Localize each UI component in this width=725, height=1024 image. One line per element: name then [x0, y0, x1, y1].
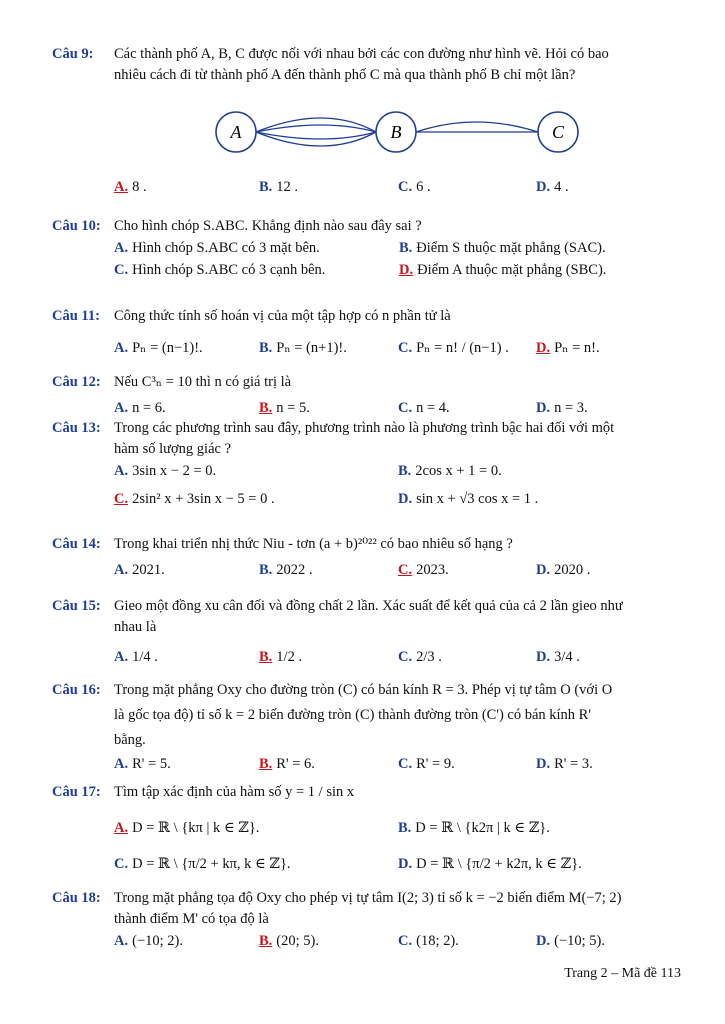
option-c — [398, 337, 509, 359]
text: D = ℝ \ {π/2 + k2π, k ∈ ℤ}. — [416, 856, 582, 872]
text — [114, 44, 677, 86]
option-label: A. — [114, 756, 129, 772]
option-c — [398, 930, 459, 952]
option-d — [536, 559, 590, 581]
text: 1/2 . — [276, 649, 303, 665]
text: n = 4. — [416, 400, 450, 416]
question-11 — [52, 306, 677, 359]
question-18 — [52, 888, 677, 952]
option-label: A. — [114, 240, 129, 256]
question-14 — [52, 534, 677, 581]
text — [114, 418, 677, 460]
text: Hình chóp S.ABC có 3 cạnh bên. — [132, 262, 326, 278]
option-label: A. — [114, 340, 129, 356]
question-17 — [52, 782, 677, 875]
question-10 — [52, 216, 677, 281]
text: R' = 5. — [132, 756, 171, 772]
question-number: Câu 14: — [52, 536, 101, 552]
option-label: D. — [398, 856, 413, 872]
text: 2023. — [416, 562, 449, 578]
option-label: A. — [114, 400, 129, 416]
option-label: C. — [398, 179, 413, 195]
option-c — [114, 488, 275, 510]
road-b-c-1 — [416, 122, 538, 132]
text: Công thức tính số hoán vị của một tập hợp có n phần tử là — [114, 308, 451, 324]
option-label: C. — [114, 491, 129, 507]
option-b — [398, 817, 550, 839]
text: 1/4 . — [132, 649, 158, 665]
option-a — [114, 559, 165, 581]
option-c — [114, 853, 291, 875]
option-b — [259, 397, 310, 419]
option-label: C. — [398, 756, 413, 772]
option-label: A. — [114, 463, 129, 479]
text: Hình chóp S.ABC có 3 mặt bên. — [132, 240, 320, 256]
text: 4 . — [554, 179, 569, 195]
text: Gieo một đồng xu cân đối và đồng chất 2 lần. Xác suất để kết quả của cả 2 lần gieo như — [114, 598, 623, 614]
question-16 — [52, 678, 677, 775]
option-label: B. — [259, 933, 273, 949]
text: 12 . — [276, 179, 299, 195]
text: Trong mặt phẳng tọa độ Oxy cho phép vị tự tâm I(2; 3) tỉ số k = −2 biến điểm M(−7; 2) — [114, 890, 622, 906]
option-a — [114, 237, 320, 259]
option-a — [114, 397, 166, 419]
question-number: Câu 12: — [52, 374, 101, 390]
text: Cho hình chóp S.ABC. Khẳng định nào sau đây sai ? — [114, 218, 422, 234]
node-b-label: B — [390, 122, 402, 142]
option-c — [398, 397, 450, 419]
option-a — [114, 817, 259, 839]
text: 3/4 . — [554, 649, 580, 665]
node-a-label: A — [230, 122, 242, 142]
option-d — [398, 488, 538, 510]
text: Trong mặt phẳng Oxy cho đường tròn (C) có bán kính R = 3. Phép vị tự tâm O (với O — [114, 682, 613, 698]
text: (20; 5). — [276, 933, 319, 949]
text: hàm số lượng giác ? — [114, 441, 231, 457]
option-a — [114, 460, 216, 482]
option-a — [114, 337, 203, 359]
question-number: Câu 9: — [52, 46, 94, 62]
text: Điểm A thuộc mặt phẳng (SBC). — [417, 262, 607, 278]
text: R' = 3. — [554, 756, 593, 772]
text: R' = 6. — [276, 756, 315, 772]
option-a — [114, 753, 171, 775]
option-label: A. — [114, 933, 129, 949]
question-15 — [52, 596, 677, 668]
option-label: D. — [536, 933, 551, 949]
option-label: C. — [398, 562, 413, 578]
question-number: Câu 10: — [52, 218, 101, 234]
option-label: D. — [536, 179, 551, 195]
option-label: B. — [259, 400, 273, 416]
text: 2021. — [132, 562, 165, 578]
option-label: B. — [259, 649, 273, 665]
text: (−10; 2). — [132, 933, 183, 949]
question-number: Câu 18: — [52, 890, 101, 906]
text: 2020 . — [554, 562, 591, 578]
city-road-diagram — [210, 104, 610, 160]
option-label: A. — [114, 820, 129, 836]
option-label: C. — [398, 649, 413, 665]
question-9 — [52, 44, 677, 86]
option-d — [536, 397, 588, 419]
option-label: C. — [398, 340, 413, 356]
text: Pₙ = (n+1)!. — [276, 340, 347, 356]
option-d — [536, 930, 605, 952]
question-number: Câu 13: — [52, 420, 101, 436]
option-label: C. — [398, 400, 413, 416]
option-label: B. — [259, 756, 273, 772]
option-a — [114, 930, 183, 952]
text: 3sin x − 2 = 0. — [132, 463, 217, 479]
text: 2/3 . — [416, 649, 442, 665]
text: 2cos x + 1 = 0. — [415, 463, 502, 479]
text: Trong các phương trình sau đây, phương trình nào là phương trình bậc hai đối với một — [114, 420, 615, 436]
option-label: A. — [114, 649, 129, 665]
option-label: B. — [398, 463, 412, 479]
option-label: B. — [398, 820, 412, 836]
option-b — [259, 930, 319, 952]
node-c-label: C — [551, 122, 565, 142]
option-c — [114, 259, 325, 281]
option-c — [398, 646, 442, 668]
text: sin x + √3 cos x = 1 . — [416, 491, 539, 507]
option-label: C. — [114, 262, 129, 278]
option-d — [536, 646, 580, 668]
text: Pₙ = n! / (n−1) . — [416, 340, 509, 356]
text — [114, 596, 677, 638]
option-d — [536, 753, 593, 775]
text: n = 6. — [132, 400, 166, 416]
text: Pₙ = n!. — [554, 340, 600, 356]
option-label: D. — [536, 340, 551, 356]
page-footer: Trang 2 – Mã đề 113 — [564, 966, 681, 981]
question-9-options — [52, 176, 677, 198]
option-c — [398, 559, 449, 581]
option-label: B. — [259, 340, 273, 356]
option-b — [259, 646, 302, 668]
option-label: B. — [259, 562, 273, 578]
option-c — [398, 176, 431, 198]
text: 2022 . — [276, 562, 313, 578]
text: D = ℝ \ {π/2 + kπ, k ∈ ℤ}. — [132, 856, 291, 872]
text: thành điểm M' có tọa độ là — [114, 911, 269, 927]
question-line: nhiêu cách đi từ thành phố A đến thành phố C mà qua thành phố B chỉ một lần? — [114, 67, 576, 83]
question-line: Các thành phố A, B, C được nối với nhau bởi các con đường như hình vẽ. Hỏi có bao — [114, 46, 609, 62]
text: Nếu C³ₙ = 10 thì n có giá trị là — [114, 374, 292, 390]
option-label: D. — [398, 491, 413, 507]
option-label: C. — [114, 856, 129, 872]
text: Điểm S thuộc mặt phẳng (SAC). — [416, 240, 606, 256]
option-d — [536, 337, 600, 359]
question-12 — [52, 372, 677, 419]
question-number: Câu 16: — [52, 682, 101, 698]
option-c — [398, 753, 455, 775]
option-d — [399, 259, 606, 281]
text: 2sin² x + 3sin x − 5 = 0 . — [132, 491, 275, 507]
option-label: D. — [399, 262, 414, 278]
text: bằng. — [114, 732, 146, 748]
text: R' = 9. — [416, 756, 455, 772]
text — [114, 678, 677, 753]
option-label: B. — [259, 179, 273, 195]
question-number: Câu 15: — [52, 598, 101, 614]
option-b — [259, 337, 347, 359]
question-13 — [52, 418, 677, 510]
text: 6 . — [416, 179, 431, 195]
text: nhau là — [114, 619, 157, 635]
option-b — [259, 176, 298, 198]
option-label: A. — [114, 562, 129, 578]
option-label: D. — [536, 562, 551, 578]
text: D = ℝ \ {k2π | k ∈ ℤ}. — [415, 820, 550, 836]
option-label: D. — [536, 756, 551, 772]
option-label: D. — [536, 649, 551, 665]
question-number: Câu 11: — [52, 308, 100, 324]
question-number: Câu 17: — [52, 784, 101, 800]
option-a — [114, 646, 158, 668]
text: Pₙ = (n−1)!. — [132, 340, 203, 356]
option-b — [259, 559, 313, 581]
option-label: C. — [398, 933, 413, 949]
option-d — [536, 176, 569, 198]
option-d — [398, 853, 582, 875]
option-label: A. — [114, 179, 129, 195]
text: (−10; 5). — [554, 933, 605, 949]
text: 8 . — [132, 179, 147, 195]
text: D = ℝ \ {kπ | k ∈ ℤ}. — [132, 820, 260, 836]
option-label: B. — [399, 240, 413, 256]
text: Tìm tập xác định của hàm số y = 1 / sin x — [114, 784, 355, 800]
option-b — [399, 237, 606, 259]
option-b — [398, 460, 502, 482]
text: n = 3. — [554, 400, 588, 416]
text — [114, 888, 677, 930]
text: Trong khai triển nhị thức Niu - tơn (a + b)²⁰²² có bao nhiêu số hạng ? — [114, 536, 513, 552]
option-label: D. — [536, 400, 551, 416]
option-a — [114, 176, 147, 198]
text: n = 5. — [276, 400, 310, 416]
text: là gốc tọa độ) tỉ số k = 2 biến đường tròn (C) thành đường tròn (C') có bán kính R' — [114, 707, 591, 723]
text: (18; 2). — [416, 933, 459, 949]
option-b — [259, 753, 315, 775]
